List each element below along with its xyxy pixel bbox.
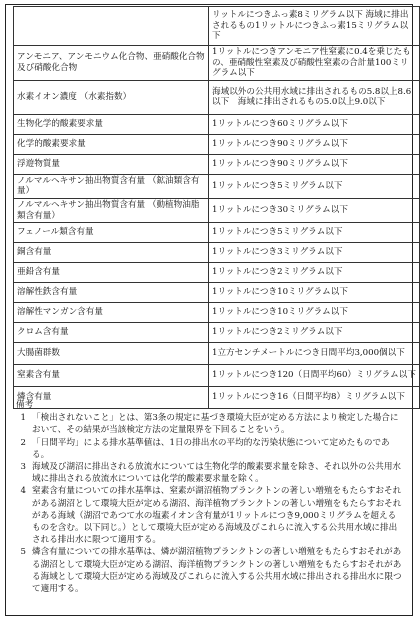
item-cell: 溶解性鉄含有量 — [14, 283, 209, 303]
item-cell: 燐含有量 — [14, 387, 209, 409]
item-cell: 水素イオン濃度 （水素指数） — [14, 80, 209, 114]
table-row — [14, 323, 420, 343]
item-cell: ノルマルヘキサン抽出物質含有量 （動植物油脂類含有量） — [14, 198, 209, 222]
table-row — [14, 223, 420, 243]
item-cell: クロム含有量 — [14, 323, 209, 343]
table-row — [14, 343, 420, 365]
remark-note-text: 海域及び湖沼に排出される放流水については生物化学的酸素要求量を除き、それ以外の公共用水域に排出される放流水については化学的酸素要求量を除く。 — [32, 462, 402, 485]
table-row — [14, 134, 420, 154]
remark-note-number: 5 — [20, 547, 26, 558]
item-cell: アンモニア、アンモニウム化合物、亜硝酸化合物及び硝酸化合物 — [14, 46, 209, 81]
limit-cell: 1リットルにつき10ミリグラム以下 — [209, 283, 420, 303]
remark-note-number: 1 — [20, 413, 26, 424]
table-body — [14, 7, 420, 409]
table-row — [14, 46, 420, 81]
table-row — [14, 114, 420, 134]
limit-cell: 1リットルにつき2ミリグラム以下 — [209, 263, 420, 283]
limit-cell: 1リットルにつき5ミリグラム以下 — [209, 223, 420, 243]
item-cell: 生物化学的酸素要求量 — [14, 114, 209, 134]
limit-cell: 1リットルにつき60ミリグラム以下 — [209, 114, 420, 134]
remark-note-text: 「検出されないこと」とは、第3条の規定に基づき環境大臣が定める方法により検定した場合において、その結果が当該検定方法の定量限界を下回ることをいう。 — [32, 413, 399, 436]
limit-cell: 1リットルにつき30ミリグラム以下 — [209, 198, 420, 222]
item-cell: 窒素含有量 — [14, 365, 209, 387]
item-cell: 銅含有量 — [14, 243, 209, 263]
item-cell: 溶解性マンガン含有量 — [14, 303, 209, 323]
limit-cell: 1リットルにつき10ミリグラム以下 — [209, 303, 420, 323]
remark-note — [14, 546, 402, 595]
remark-note-text: 「日間平均」による排水基準値は、1日の排出水の平均的な汚染状態について定めたものである。 — [32, 437, 390, 460]
item-cell: フェノール類含有量 — [14, 223, 209, 243]
limit-cell: 海域以外の公共用水域に排出されるもの5.8以上8.6以下 海域に排出されるもの5.0以上9.0以下 — [209, 80, 420, 114]
table-row — [14, 263, 420, 283]
limit-cell: 1リットルにつき5ミリグラム以下 — [209, 174, 420, 198]
remarks-notes — [14, 412, 402, 595]
remark-note — [14, 485, 402, 546]
remark-note-text: 窒素含有量についての排水基準は、窒素が湖沼植物プランクトンの著しい増殖をもたらすおそれがある湖沼として環境大臣が定める湖沼、海洋植物プランクトンの著しい増殖をもたらすおそれがある海域（湖沼であつて水の塩素イオン含有量が1リットルにつき9,000ミリグラムを超えるものを含む。以下同じ。）として環境大臣が定める海域及びこれらに流入する公共用水域に排出される排出水に限つて適用する。 — [32, 486, 402, 546]
item-cell — [14, 7, 209, 46]
limit-cell: 1リットルにつき90ミリグラム以下 — [209, 154, 420, 174]
limit-cell: 1リットルにつき3ミリグラム以下 — [209, 243, 420, 263]
remarks-section — [14, 399, 402, 595]
remark-note — [14, 461, 402, 485]
limit-cell: 1リットルにつきアンモニア性窒素に0.4を乗じたもの、亜硝酸性窒素及び硝酸性窒素の合計量100ミリグラム以下 — [209, 46, 420, 81]
table-row — [14, 303, 420, 323]
limit-cell: 1立方センチメートルにつき日間平均3,000個以下 — [209, 343, 420, 365]
remark-note-text: 燐含有量についての排水基準は、燐が湖沼植物プランクトンの著しい増殖をもたらすおそれがある湖沼として環境大臣が定める湖沼、海洋植物プランクトンの著しい増殖をもたらすおそれがある海域として環境大臣が定める海域及びこれらに流入する公共用水域に排出される排出水に限つて適用する。 — [32, 547, 402, 595]
item-cell: 亜鉛含有量 — [14, 263, 209, 283]
remark-note-number: 4 — [20, 486, 26, 497]
item-cell: 浮遊物質量 — [14, 154, 209, 174]
remark-note-number: 2 — [20, 437, 26, 448]
item-cell: 大腸菌群数 — [14, 343, 209, 365]
table-row — [14, 365, 420, 387]
limit-cell: 1リットルにつき90ミリグラム以下 — [209, 134, 420, 154]
limit-cell: リットルにつきふっ素8ミリグラム以下 海域に排出されるもの1リットルにつきふっ素15ミリグラム以下 — [209, 7, 420, 46]
table-row — [14, 80, 420, 114]
table-row — [14, 174, 420, 198]
remark-note-number: 3 — [20, 462, 26, 473]
remark-note — [14, 437, 402, 461]
item-cell: 化学的酸素要求量 — [14, 134, 209, 154]
table-row — [14, 283, 420, 303]
item-cell: ノルマルヘキサン抽出物質含有量 （鉱油類含有量） — [14, 174, 209, 198]
limit-cell: 1リットルにつき2ミリグラム以下 — [209, 323, 420, 343]
table-row — [14, 198, 420, 222]
remark-note — [14, 412, 402, 436]
remarks-title: 備考 — [16, 400, 34, 410]
table-row — [14, 154, 420, 174]
limit-cell: 1リットルにつき16（日間平均8）ミリグラム以下 — [209, 387, 420, 409]
table-row — [14, 243, 420, 263]
table-row — [14, 7, 420, 46]
effluent-standards-table — [13, 6, 420, 409]
limit-cell: 1リットルにつき120（日間平均60）ミリグラム以下 — [209, 365, 420, 387]
